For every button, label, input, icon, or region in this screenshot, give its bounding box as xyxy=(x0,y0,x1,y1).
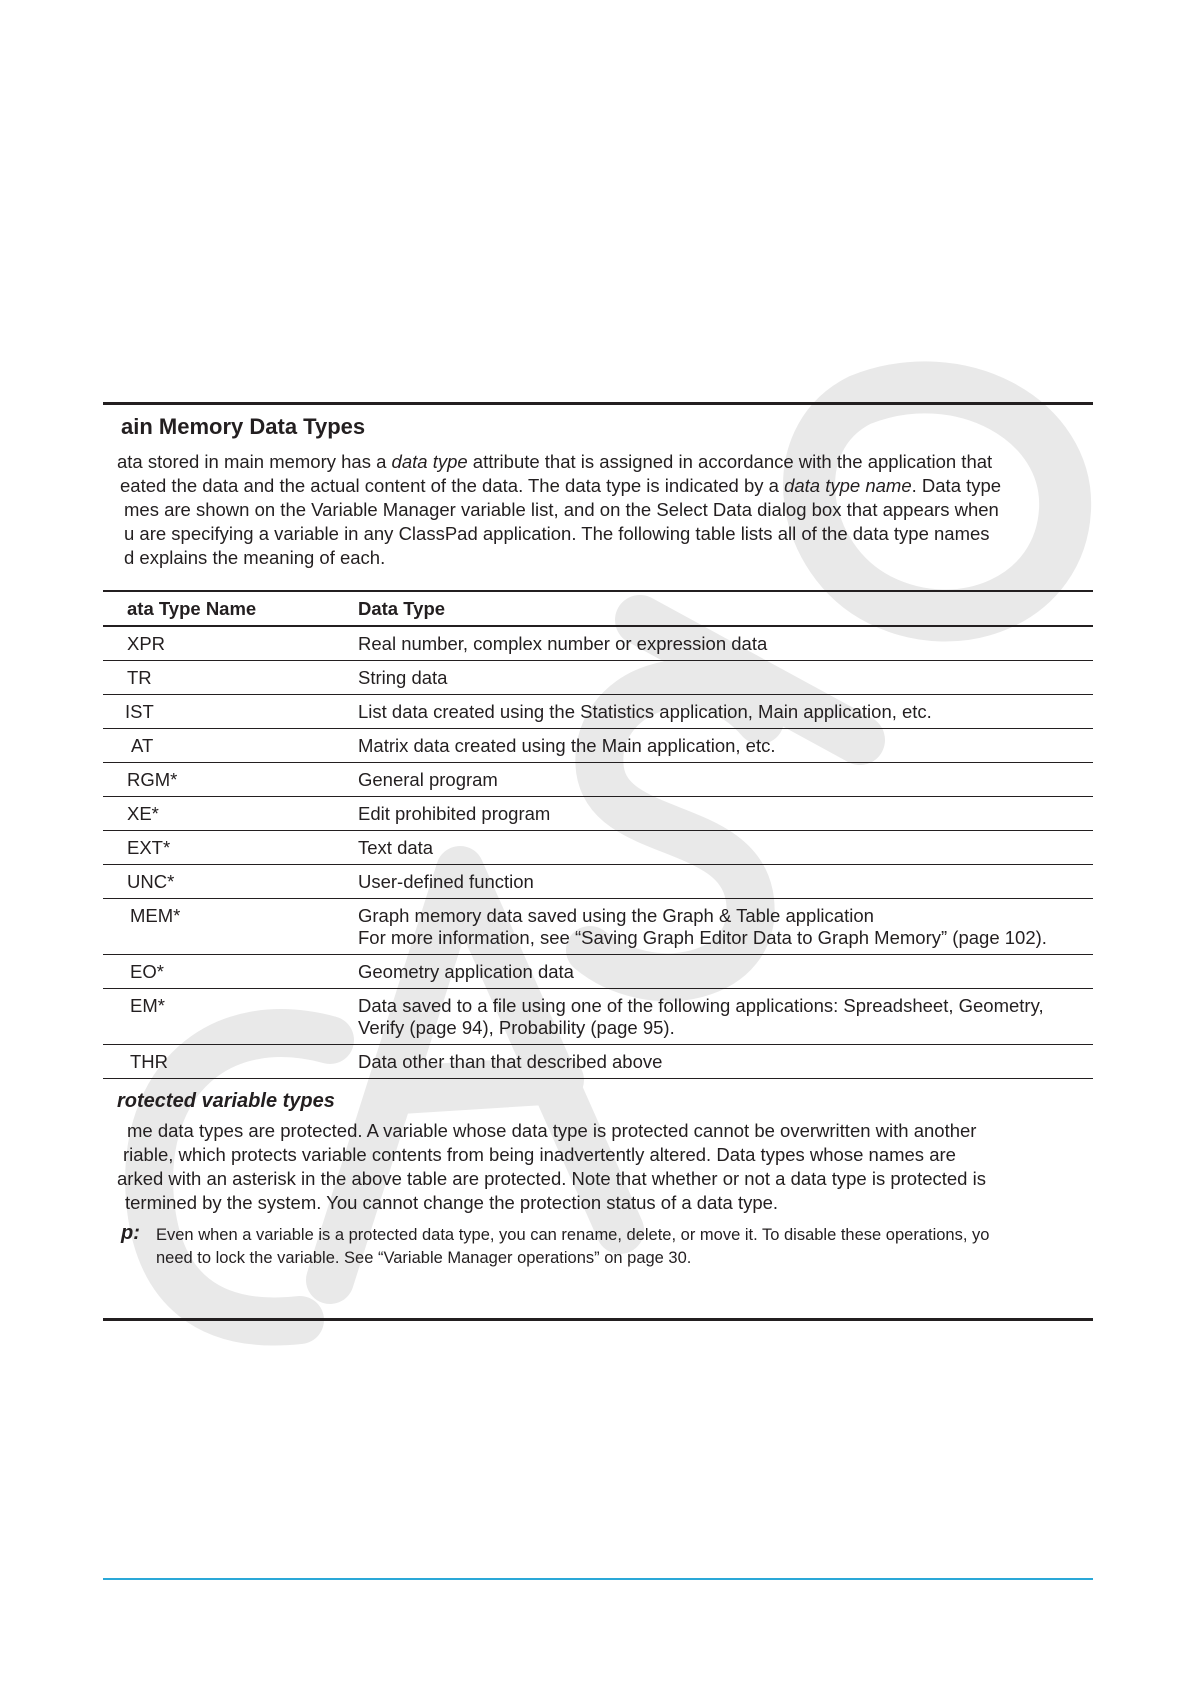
table-header-row xyxy=(103,591,1093,626)
type-desc-cell: Graph memory data saved using the Graph & Table application For more information, see “Saving Graph Editor Data to Graph Memory” (page 102). xyxy=(358,899,1093,955)
protected-types-heading: rotected variable types xyxy=(117,1090,335,1112)
data-types-table xyxy=(103,590,1093,1079)
type-name-cell: XPR xyxy=(103,626,358,661)
type-desc-cell: Edit prohibited program xyxy=(358,797,1093,831)
section-top-rule xyxy=(103,402,1093,405)
paragraph-line: riable, which protects variable contents from being inadvertently altered. Data types whose names are xyxy=(123,1144,956,1165)
column-header-name: ata Type Name xyxy=(103,591,358,626)
type-name-cell: EM* xyxy=(103,989,358,1045)
tip-label: p: xyxy=(121,1222,140,1244)
tip-line: Even when a variable is a protected data type, you can rename, delete, or move it. To disable these operations, yo xyxy=(156,1226,990,1244)
type-name-cell: EO* xyxy=(103,955,358,989)
table-row xyxy=(103,797,1093,831)
intro-line: eated the data and the actual content of the data. The data type is indicated by a data type name. Data type xyxy=(120,475,1002,496)
type-desc-cell: String data xyxy=(358,661,1093,695)
tip-text xyxy=(156,1224,1096,1270)
table-row xyxy=(103,763,1093,797)
type-desc-cell: General program xyxy=(358,763,1093,797)
table-row xyxy=(103,1045,1093,1079)
paragraph-line: arked with an asterisk in the above table are protected. Note that whether or not a data type is protected is xyxy=(117,1168,986,1189)
section-heading: ain Memory Data Types xyxy=(121,414,366,439)
type-name-cell: IST xyxy=(103,695,358,729)
tip-line: need to lock the variable. See “Variable Manager operations” on page 30. xyxy=(156,1249,692,1267)
intro-line: d explains the meaning of each. xyxy=(124,547,386,568)
table-row xyxy=(103,695,1093,729)
paragraph-line: termined by the system. You cannot change the protection status of a data type. xyxy=(125,1192,779,1213)
intro-line: u are specifying a variable in any ClassPad application. The following table lists all of the data type names xyxy=(124,523,990,544)
table-row xyxy=(103,955,1093,989)
intro-line: mes are shown on the Variable Manager variable list, and on the Select Data dialog box that appears when xyxy=(124,499,999,520)
type-desc-cell: List data created using the Statistics application, Main application, etc. xyxy=(358,695,1093,729)
type-desc-cell: User-defined function xyxy=(358,865,1093,899)
type-name-cell: RGM* xyxy=(103,763,358,797)
section-bottom-rule xyxy=(103,1318,1093,1321)
type-desc-cell: Geometry application data xyxy=(358,955,1093,989)
type-desc-cell: Matrix data created using the Main application, etc. xyxy=(358,729,1093,763)
table-row xyxy=(103,831,1093,865)
column-header-type: Data Type xyxy=(358,591,1093,626)
type-desc-cell: Real number, complex number or expression data xyxy=(358,626,1093,661)
type-desc-cell: Data saved to a file using one of the following applications: Spreadsheet, Geometry, Verify (page 94), Probability (page 95). xyxy=(358,989,1093,1045)
type-desc-cell: Data other than that described above xyxy=(358,1045,1093,1079)
paragraph-line: me data types are protected. A variable whose data type is protected cannot be overwritten with another xyxy=(127,1120,977,1141)
type-name-cell: XE* xyxy=(103,797,358,831)
intro-line: ata stored in main memory has a data type attribute that is assigned in accordance with the application that xyxy=(117,451,993,472)
table-row xyxy=(103,865,1093,899)
type-name-cell: EXT* xyxy=(103,831,358,865)
table-row xyxy=(103,661,1093,695)
table-row xyxy=(103,989,1093,1045)
footer-rule xyxy=(103,1578,1093,1580)
type-name-cell: UNC* xyxy=(103,865,358,899)
table-row xyxy=(103,729,1093,763)
type-name-cell: THR xyxy=(103,1045,358,1079)
type-name-cell: MEM* xyxy=(103,899,358,955)
intro-paragraph xyxy=(103,450,1093,570)
protected-types-paragraph xyxy=(117,1119,1093,1215)
type-name-cell: TR xyxy=(103,661,358,695)
type-name-cell: AT xyxy=(103,729,358,763)
table-row xyxy=(103,626,1093,661)
type-desc-cell: Text data xyxy=(358,831,1093,865)
table-row xyxy=(103,899,1093,955)
